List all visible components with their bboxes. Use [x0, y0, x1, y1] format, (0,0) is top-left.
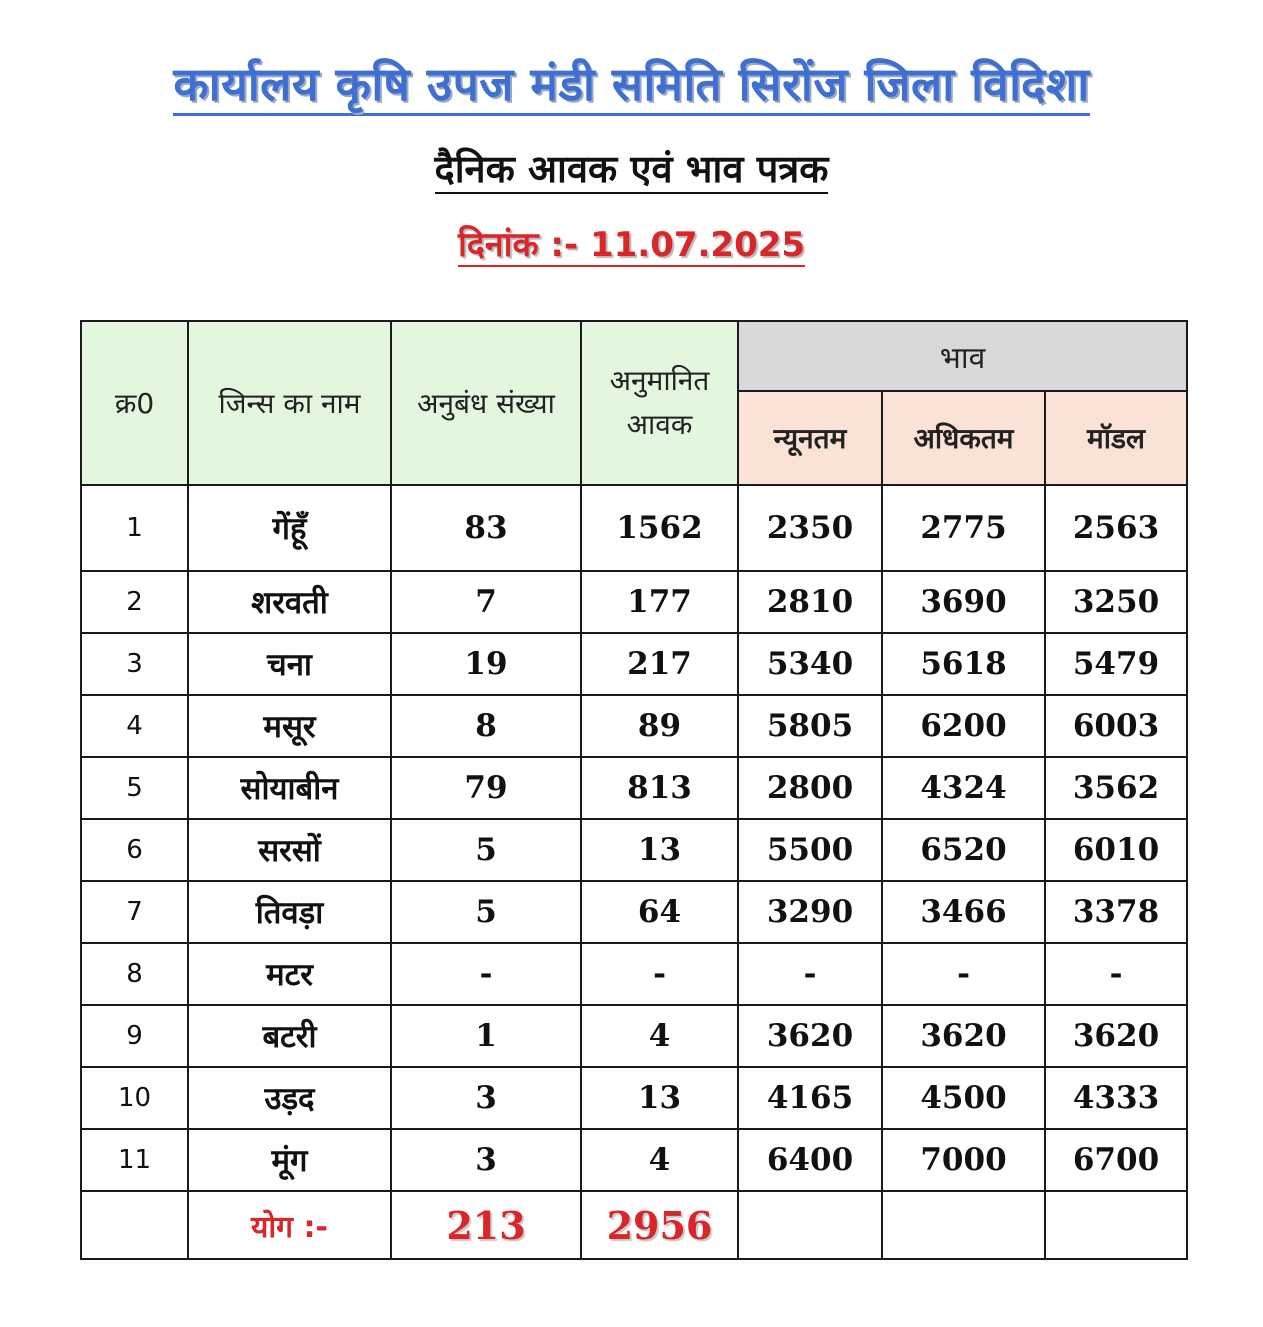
- row-contracts: 1: [391, 1005, 581, 1067]
- row-serial: 5: [81, 757, 188, 819]
- header-contracts: अनुबंध संख्या: [391, 321, 581, 485]
- row-min-price: 2350: [738, 485, 882, 571]
- row-serial: 9: [81, 1005, 188, 1067]
- table-row: [81, 485, 1187, 571]
- row-contracts: 3: [391, 1129, 581, 1191]
- row-max-price: 6200: [882, 695, 1045, 757]
- header-min: न्यूनतम: [738, 391, 882, 485]
- row-max-price: 4324: [882, 757, 1045, 819]
- row-modal-price: 3378: [1045, 881, 1187, 943]
- row-contracts: 83: [391, 485, 581, 571]
- row-commodity-name: सोयाबीन: [188, 757, 391, 819]
- row-commodity-name: गेंहूँ: [188, 485, 391, 571]
- row-arrival: 1562: [581, 485, 738, 571]
- row-contracts: 19: [391, 633, 581, 695]
- row-min-price: 5500: [738, 819, 882, 881]
- row-contracts: 7: [391, 571, 581, 633]
- row-arrival: 89: [581, 695, 738, 757]
- row-modal-price: 3620: [1045, 1005, 1187, 1067]
- row-max-price: 3690: [882, 571, 1045, 633]
- total-empty-sn: [81, 1191, 188, 1259]
- row-modal-price: 6003: [1045, 695, 1187, 757]
- row-max-price: 2775: [882, 485, 1045, 571]
- row-serial: 2: [81, 571, 188, 633]
- row-arrival: 177: [581, 571, 738, 633]
- total-empty-min: [738, 1191, 882, 1259]
- row-serial: 6: [81, 819, 188, 881]
- total-row: [81, 1191, 1187, 1259]
- row-commodity-name: चना: [188, 633, 391, 695]
- row-modal-price: 6700: [1045, 1129, 1187, 1191]
- row-modal-price: 3562: [1045, 757, 1187, 819]
- header-price-group: भाव: [738, 321, 1187, 391]
- total-label: योग :-: [188, 1191, 391, 1259]
- report-subtitle-text: दैनिक आवक एवं भाव पत्रक: [435, 147, 829, 194]
- total-empty-modal: [1045, 1191, 1187, 1259]
- table-row: [81, 1005, 1187, 1067]
- report-date-text: दिनांक :- 11.07.2025: [457, 225, 806, 265]
- row-serial: 1: [81, 485, 188, 571]
- row-commodity-name: मसूर: [188, 695, 391, 757]
- row-commodity-name: तिवड़ा: [188, 881, 391, 943]
- header-max: अधिकतम: [882, 391, 1045, 485]
- table-row: [81, 571, 1187, 633]
- table-row: [81, 757, 1187, 819]
- row-modal-price: -: [1045, 943, 1187, 1005]
- row-contracts: 3: [391, 1067, 581, 1129]
- row-min-price: 3290: [738, 881, 882, 943]
- row-modal-price: 2563: [1045, 485, 1187, 571]
- row-modal-price: 5479: [1045, 633, 1187, 695]
- row-commodity-name: मटर: [188, 943, 391, 1005]
- row-min-price: 5805: [738, 695, 882, 757]
- row-arrival: 13: [581, 819, 738, 881]
- row-commodity-name: मूंग: [188, 1129, 391, 1191]
- table-row: [81, 633, 1187, 695]
- row-min-price: 2810: [738, 571, 882, 633]
- office-title-text: कार्यालय कृषि उपज मंडी समिति सिरोंज जिला विदिशा: [173, 57, 1089, 116]
- row-commodity-name: सरसों: [188, 819, 391, 881]
- row-arrival: 217: [581, 633, 738, 695]
- header-sn: क्र0: [81, 321, 188, 485]
- row-modal-price: 4333: [1045, 1067, 1187, 1129]
- table-row: [81, 1067, 1187, 1129]
- report-subtitle: [0, 142, 1263, 194]
- row-arrival: 4: [581, 1005, 738, 1067]
- row-contracts: -: [391, 943, 581, 1005]
- row-max-price: 4500: [882, 1067, 1045, 1129]
- row-max-price: 3466: [882, 881, 1045, 943]
- row-max-price: 7000: [882, 1129, 1045, 1191]
- table-row: [81, 943, 1187, 1005]
- row-commodity-name: उड़द: [188, 1067, 391, 1129]
- row-min-price: 3620: [738, 1005, 882, 1067]
- header-row-top: [81, 321, 1187, 391]
- row-arrival: -: [581, 943, 738, 1005]
- row-arrival: 813: [581, 757, 738, 819]
- row-contracts: 79: [391, 757, 581, 819]
- row-modal-price: 6010: [1045, 819, 1187, 881]
- total-arrival: 2956: [581, 1191, 738, 1259]
- price-table: [80, 320, 1188, 1260]
- row-serial: 8: [81, 943, 188, 1005]
- table-row: [81, 695, 1187, 757]
- row-max-price: -: [882, 943, 1045, 1005]
- row-serial: 11: [81, 1129, 188, 1191]
- report-date: [0, 220, 1263, 266]
- row-max-price: 6520: [882, 819, 1045, 881]
- row-contracts: 5: [391, 819, 581, 881]
- row-min-price: 2800: [738, 757, 882, 819]
- row-serial: 10: [81, 1067, 188, 1129]
- row-min-price: -: [738, 943, 882, 1005]
- table-row: [81, 881, 1187, 943]
- row-max-price: 5618: [882, 633, 1045, 695]
- table-row: [81, 819, 1187, 881]
- header-arrival-text: अनुमानित आवक: [609, 364, 710, 441]
- header-modal: मॉडल: [1045, 391, 1187, 485]
- row-min-price: 4165: [738, 1067, 882, 1129]
- table-row: [81, 1129, 1187, 1191]
- header-arrival: [581, 321, 738, 485]
- row-modal-price: 3250: [1045, 571, 1187, 633]
- row-commodity-name: बटरी: [188, 1005, 391, 1067]
- header-name: जिन्स का नाम: [188, 321, 391, 485]
- row-commodity-name: शरवती: [188, 571, 391, 633]
- row-max-price: 3620: [882, 1005, 1045, 1067]
- row-serial: 4: [81, 695, 188, 757]
- total-contracts: 213: [391, 1191, 581, 1259]
- row-serial: 7: [81, 881, 188, 943]
- row-contracts: 5: [391, 881, 581, 943]
- row-arrival: 13: [581, 1067, 738, 1129]
- row-contracts: 8: [391, 695, 581, 757]
- row-serial: 3: [81, 633, 188, 695]
- row-arrival: 4: [581, 1129, 738, 1191]
- row-min-price: 5340: [738, 633, 882, 695]
- total-empty-max: [882, 1191, 1045, 1259]
- row-min-price: 6400: [738, 1129, 882, 1191]
- office-title: [0, 52, 1263, 114]
- row-arrival: 64: [581, 881, 738, 943]
